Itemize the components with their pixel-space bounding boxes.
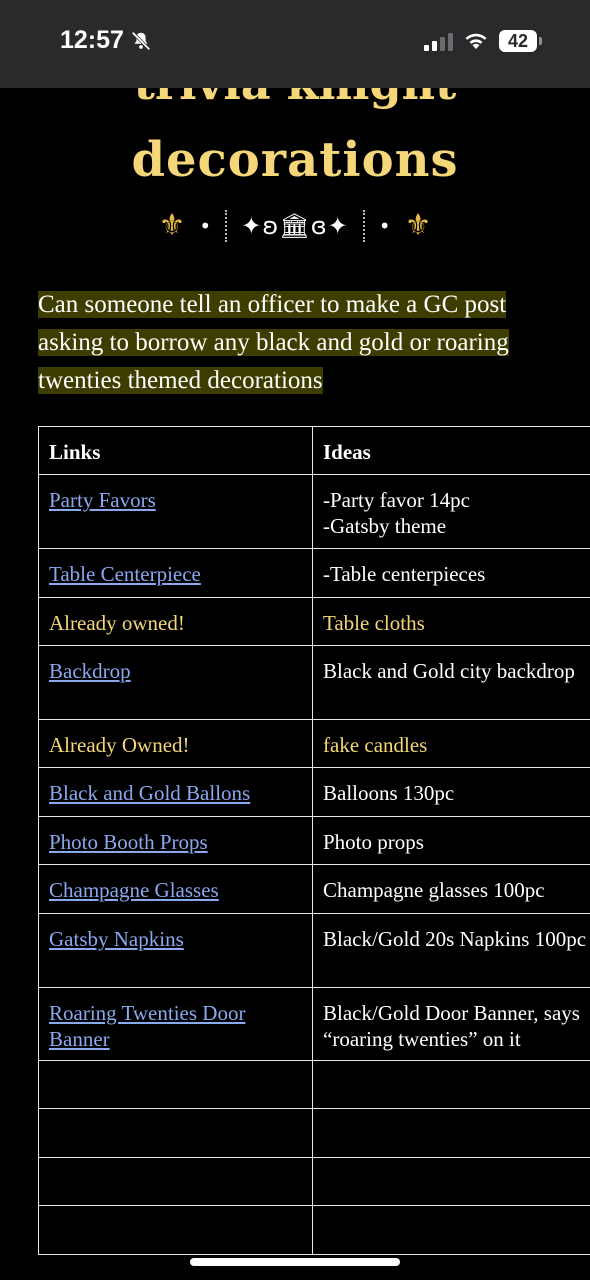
bell-off-icon <box>130 30 152 52</box>
idea-text: “roaring twenties” on it <box>323 1027 521 1051</box>
dot-icon: • <box>199 213 212 238</box>
table-row-empty <box>39 1158 590 1206</box>
column-header-links: Links <box>39 427 313 475</box>
link-backdrop[interactable]: Backdrop <box>49 659 131 683</box>
table-row <box>39 817 590 865</box>
idea-cell <box>313 988 590 1061</box>
link-black-gold-balloons[interactable]: Black and Gold Ballons <box>49 781 251 805</box>
idea-cell: Balloons 130pc <box>313 768 590 817</box>
table-row-empty <box>39 1109 590 1158</box>
link-gatsby-napkins[interactable]: Gatsby Napkins <box>49 927 184 951</box>
home-indicator[interactable] <box>190 1258 400 1266</box>
table-row <box>39 865 590 914</box>
idea-text: Black/Gold Door Banner, says <box>323 1001 580 1025</box>
idea-cell: -Table centerpieces <box>313 549 590 598</box>
table-row <box>39 549 590 598</box>
link-photo-booth-props[interactable]: Photo Booth Props <box>49 830 208 854</box>
status-bar <box>0 0 590 88</box>
note-text: Can someone tell an officer to make a GC post asking to borrow any black and gold or roaring twenties themed decorations <box>38 291 509 394</box>
idea-cell <box>313 475 590 549</box>
cellular-signal-icon <box>424 31 453 51</box>
table-header-row <box>39 427 590 475</box>
table-row-empty <box>39 1061 590 1109</box>
column-header-ideas: Ideas <box>313 427 590 475</box>
empty-cell[interactable] <box>39 1158 313 1206</box>
highlighted-note <box>38 286 558 400</box>
table-row <box>39 720 590 768</box>
ornament-text: ✦ʚ🏛ɞ✦ <box>241 211 349 240</box>
table-row <box>39 598 590 646</box>
empty-cell[interactable] <box>313 1158 590 1206</box>
empty-cell[interactable] <box>313 1109 590 1158</box>
link-roaring-twenties-door-banner[interactable]: Roaring Twenties Door Banner <box>49 1001 246 1051</box>
status-icons <box>424 30 542 52</box>
empty-cell[interactable] <box>39 1109 313 1158</box>
table-row <box>39 988 590 1061</box>
owned-status: Already Owned! <box>39 720 313 768</box>
idea-cell: Black/Gold 20s Napkins 100pc <box>313 914 590 988</box>
empty-cell[interactable] <box>313 1061 590 1109</box>
link-party-favors[interactable]: Party Favors <box>49 488 156 512</box>
table-row <box>39 914 590 988</box>
battery-icon <box>499 30 542 52</box>
dot-icon: • <box>378 213 391 238</box>
page-title: decorations <box>131 132 459 188</box>
divider <box>363 210 365 242</box>
table-row <box>39 646 590 720</box>
empty-cell[interactable] <box>39 1206 313 1255</box>
table-row <box>39 768 590 817</box>
fleur-de-lis-icon: ⚜ <box>404 208 432 243</box>
title-ornament <box>0 208 590 243</box>
idea-cell: fake candles <box>313 720 590 768</box>
idea-cell: Table cloths <box>313 598 590 646</box>
link-champagne-glasses[interactable]: Champagne Glasses <box>49 878 219 902</box>
empty-cell[interactable] <box>39 1061 313 1109</box>
empty-cell[interactable] <box>313 1206 590 1255</box>
battery-level: 42 <box>499 30 537 52</box>
wifi-icon <box>463 31 489 51</box>
idea-text: -Gatsby theme <box>323 514 447 538</box>
idea-text: -Party favor 14pc <box>323 488 470 512</box>
owned-status: Already owned! <box>39 598 313 646</box>
table-row <box>39 475 590 549</box>
link-table-centerpiece[interactable]: Table Centerpiece <box>49 562 201 586</box>
idea-cell: Photo props <box>313 817 590 865</box>
idea-cell: Champagne glasses 100pc <box>313 865 590 914</box>
idea-cell: Black and Gold city backdrop <box>313 646 590 720</box>
divider <box>225 210 227 242</box>
decorations-table <box>38 426 590 1255</box>
clock-text: 12:57 <box>60 26 124 54</box>
status-time <box>60 26 152 55</box>
table-row-empty <box>39 1206 590 1255</box>
fleur-de-lis-icon: ⚜ <box>158 208 186 243</box>
